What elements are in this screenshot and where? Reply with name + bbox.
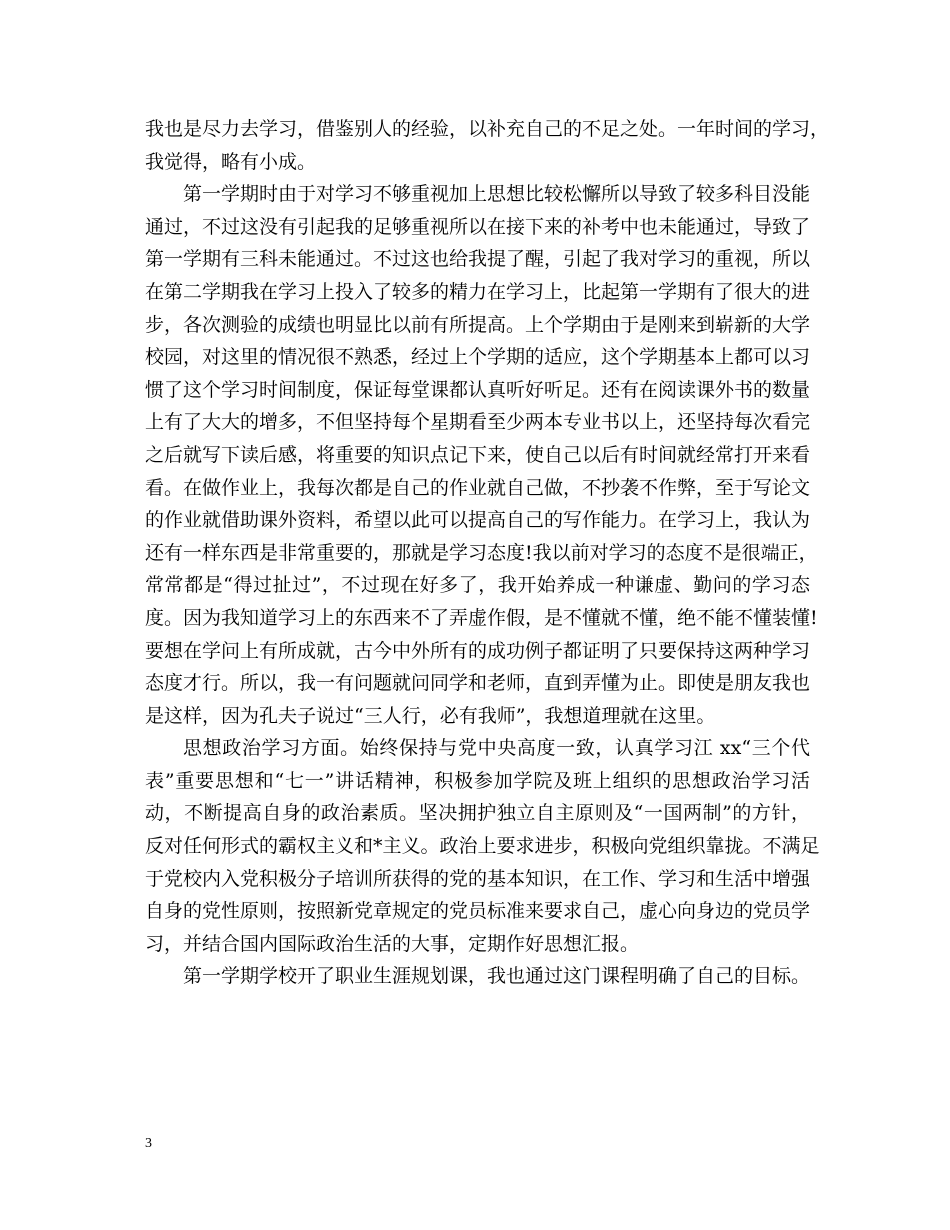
text-line: 步，各次测验的成绩也明显比以前有所提高。上个学期由于是刚来到崭新的大学 [145,313,811,336]
paragraph [145,732,820,960]
text-line: 自身的党性原则，按照新党章规定的党员标准来要求自己，虚心向身边的党员学 [145,900,811,923]
paragraph [145,178,818,732]
text-line: 要想在学问上有所成就，古今中外所有的成功例子都证明了只要保持这两种学习 [145,639,811,662]
text-line: 常常都是“得过扯过”，不过现在好多了，我开始养成一种谦虚、勤问的学习态 [145,574,810,597]
text-line: 惯了这个学习时间制度，保证每堂课都认真听好听足。还有在阅读课外书的数量 [145,378,811,401]
text-line: 态度才行。所以，我一有问题就问同学和老师，直到弄懂为止。即使是朋友我也 [145,672,811,695]
text-line: 第一学期时由于对学习不够重视加上思想比较松懈所以导致了较多科目没能 [183,183,811,206]
text-line: 我觉得，略有小成。 [145,150,317,173]
text-line: 动，不断提高自身的政治素质。坚决拥护独立自主原则及“一国两制”的方针， [145,802,810,825]
text-line: 之后就写下读后感，将重要的知识点记下来，使自己以后有时间就经常打开来看 [145,443,811,466]
text-line: 校园，对这里的情况很不熟悉，经过上个学期的适应，这个学期基本上都可以习 [145,346,811,369]
document-body [145,113,830,993]
text-line: 上有了大大的增多，不但坚持每个星期看至少两本专业书以上，还坚持每次看完 [145,411,811,434]
text-line: 通过，不过这没有引起我的足够重视所以在接下来的补考中也未能通过，导致了 [145,215,811,238]
text-line: 在第二学期我在学习上投入了较多的精力在学习上，比起第一学期有了很大的进 [145,280,811,303]
text-line: 第一学期有三科未能通过。不过这也给我提了醒，引起了我对学习的重视，所以 [145,248,811,271]
text-line: 我也是尽力去学习，借鉴别人的经验，以补充自己的不足之处。一年时间的学习， [145,118,830,140]
text-line: 的作业就借助课外资料，希望以此可以提高自己的写作能力。在学习上，我认为 [145,509,811,532]
paragraph [145,113,830,178]
page-number: 3 [145,1136,152,1151]
text-line: 于党校内入党积极分子培训所获得的党的基本知识，在工作、学习和生活中增强 [145,867,811,890]
text-line: 是这样，因为孔夫子说过“三人行，必有我师”，我想道理就在这里。 [145,704,716,727]
text-line: 第一学期学校开了职业生涯规划课，我也通过这门课程明确了自己的目标。 [183,965,811,988]
text-line: 看。在做作业上，我每次都是自己的作业就自己做，不抄袭不作弊，至于写论文 [145,476,811,499]
text-line: 表”重要思想和“七一”讲话精神，积极参加学院及班上组织的思想政治学习活 [145,769,810,792]
text-line: 思想政治学习方面。始终保持与党中央高度一致，认真学习江 xx“三个代 [183,737,810,760]
text-line: 反对任何形式的霸权主义和*主义。政治上要求进步，积极向党组织靠拢。不满足 [145,835,820,858]
text-line: 还有一样东西是非常重要的，那就是学习态度!我以前对学习的态度不是很端正， [145,541,818,564]
paragraph [145,960,810,993]
text-line: 度。因为我知道学习上的东西来不了弄虚作假，是不懂就不懂，绝不能不懂装懂! [145,606,818,629]
text-line: 习，并结合国内国际政治生活的大事，定期作好思想汇报。 [145,932,640,955]
